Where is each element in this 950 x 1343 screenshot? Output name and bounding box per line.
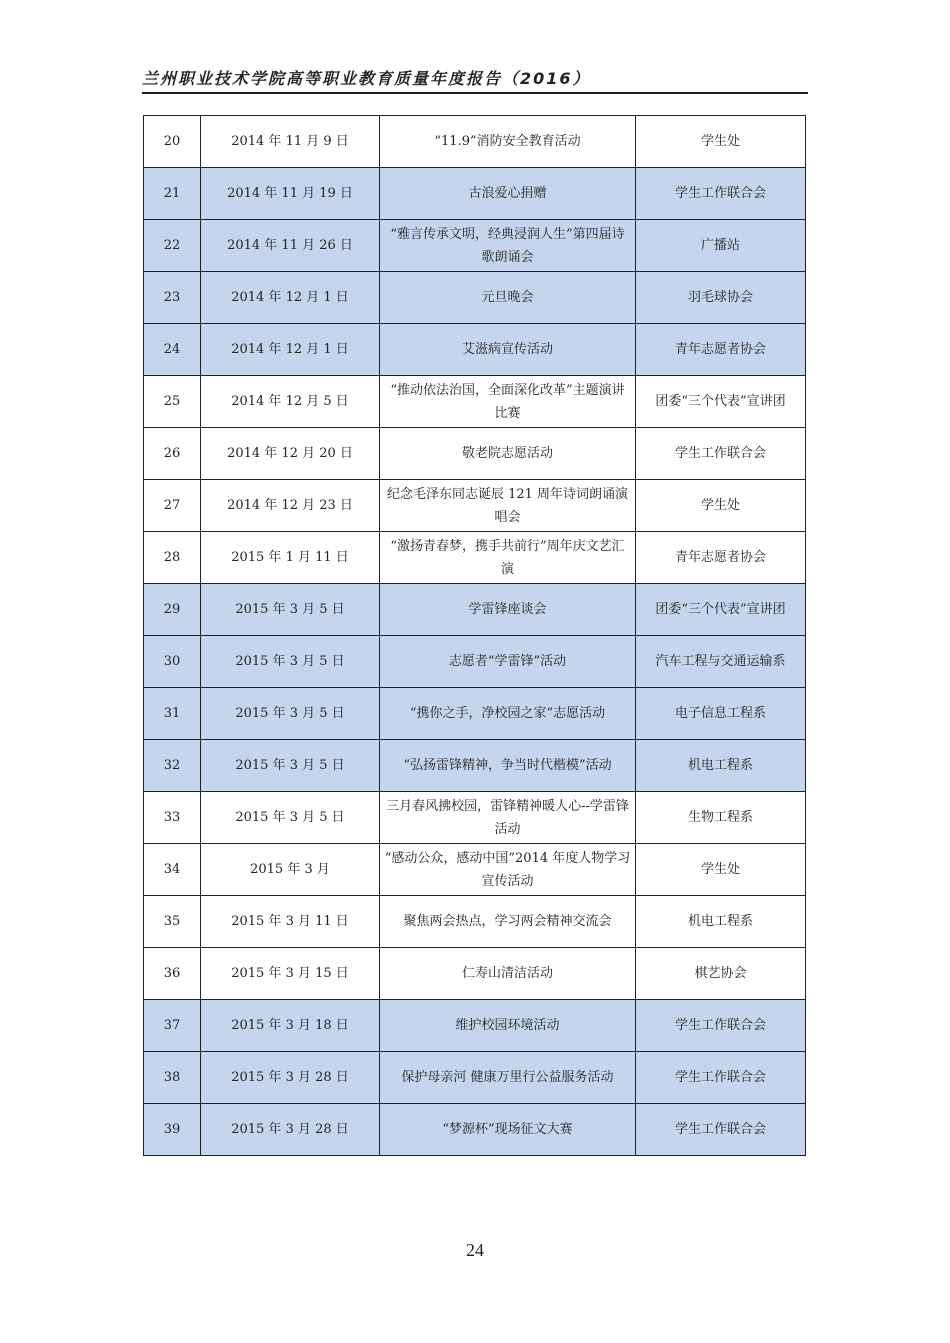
row-number-cell: 22 xyxy=(144,220,201,272)
date-cell: 2015 年 3 月 xyxy=(201,844,380,896)
table-row xyxy=(144,428,806,480)
date-cell: 2015 年 3 月 11 日 xyxy=(201,896,380,948)
row-number-cell: 39 xyxy=(144,1104,201,1156)
table-row xyxy=(144,896,806,948)
date-cell: 2014 年 11 月 9 日 xyxy=(201,116,380,168)
row-number-cell: 31 xyxy=(144,688,201,740)
header-rule xyxy=(142,92,808,94)
table-row xyxy=(144,376,806,428)
date-cell: 2015 年 3 月 5 日 xyxy=(201,584,380,636)
table-row xyxy=(144,636,806,688)
organizer-cell: 青年志愿者协会 xyxy=(636,532,806,584)
date-cell: 2015 年 3 月 5 日 xyxy=(201,740,380,792)
event-cell: “感动公众，感动中国”2014 年度人物学习宣传活动 xyxy=(380,844,636,896)
row-number-cell: 32 xyxy=(144,740,201,792)
table-row xyxy=(144,1052,806,1104)
page-header-title: 兰州职业技术学院高等职业教育质量年度报告（2016） xyxy=(142,69,591,88)
organizer-cell: 青年志愿者协会 xyxy=(636,324,806,376)
event-cell: “11.9”消防安全教育活动 xyxy=(380,116,636,168)
organizer-cell: 学生工作联合会 xyxy=(636,428,806,480)
row-number-cell: 28 xyxy=(144,532,201,584)
table-row xyxy=(144,688,806,740)
events-table-body xyxy=(144,116,806,1156)
table-row xyxy=(144,220,806,272)
date-cell: 2014 年 11 月 19 日 xyxy=(201,168,380,220)
date-cell: 2014 年 12 月 5 日 xyxy=(201,376,380,428)
date-cell: 2015 年 3 月 28 日 xyxy=(201,1052,380,1104)
event-cell: “梦源杯”现场征文大赛 xyxy=(380,1104,636,1156)
event-cell: 纪念毛泽东同志诞辰 121 周年诗词朗诵演唱会 xyxy=(380,480,636,532)
row-number-cell: 21 xyxy=(144,168,201,220)
event-cell: 元旦晚会 xyxy=(380,272,636,324)
row-number-cell: 27 xyxy=(144,480,201,532)
row-number-cell: 30 xyxy=(144,636,201,688)
organizer-cell: 团委“三个代表”宣讲团 xyxy=(636,584,806,636)
event-cell: “推动依法治国，全面深化改革”主题演讲比赛 xyxy=(380,376,636,428)
table-row xyxy=(144,272,806,324)
row-number-cell: 24 xyxy=(144,324,201,376)
organizer-cell: 棋艺协会 xyxy=(636,948,806,1000)
organizer-cell: 学生工作联合会 xyxy=(636,1052,806,1104)
date-cell: 2014 年 12 月 1 日 xyxy=(201,324,380,376)
date-cell: 2014 年 11 月 26 日 xyxy=(201,220,380,272)
table-row xyxy=(144,1000,806,1052)
date-cell: 2015 年 3 月 28 日 xyxy=(201,1104,380,1156)
organizer-cell: 羽毛球协会 xyxy=(636,272,806,324)
organizer-cell: 机电工程系 xyxy=(636,896,806,948)
organizer-cell: 生物工程系 xyxy=(636,792,806,844)
organizer-cell: 学生工作联合会 xyxy=(636,1104,806,1156)
event-cell: “雅言传承文明，经典浸润人生”第四届诗歌朗诵会 xyxy=(380,220,636,272)
event-cell: “弘扬雷锋精神，争当时代楷模”活动 xyxy=(380,740,636,792)
row-number-cell: 35 xyxy=(144,896,201,948)
date-cell: 2015 年 1 月 11 日 xyxy=(201,532,380,584)
date-cell: 2015 年 3 月 15 日 xyxy=(201,948,380,1000)
table-row xyxy=(144,116,806,168)
row-number-cell: 37 xyxy=(144,1000,201,1052)
organizer-cell: 学生工作联合会 xyxy=(636,1000,806,1052)
row-number-cell: 25 xyxy=(144,376,201,428)
date-cell: 2014 年 12 月 1 日 xyxy=(201,272,380,324)
event-cell: 聚焦两会热点，学习两会精神交流会 xyxy=(380,896,636,948)
organizer-cell: 机电工程系 xyxy=(636,740,806,792)
organizer-cell: 汽车工程与交通运输系 xyxy=(636,636,806,688)
organizer-cell: 广播站 xyxy=(636,220,806,272)
table-row xyxy=(144,1104,806,1156)
table-row xyxy=(144,324,806,376)
organizer-cell: 学生处 xyxy=(636,480,806,532)
event-cell: 志愿者“学雷锋”活动 xyxy=(380,636,636,688)
event-cell: 维护校园环境活动 xyxy=(380,1000,636,1052)
date-cell: 2015 年 3 月 5 日 xyxy=(201,636,380,688)
event-cell: “激扬青春梦，携手共前行”周年庆文艺汇演 xyxy=(380,532,636,584)
row-number-cell: 20 xyxy=(144,116,201,168)
row-number-cell: 26 xyxy=(144,428,201,480)
event-cell: 三月春风拂校园，雷锋精神暖人心--学雷锋活动 xyxy=(380,792,636,844)
table-row xyxy=(144,844,806,896)
table-row xyxy=(144,792,806,844)
date-cell: 2014 年 12 月 20 日 xyxy=(201,428,380,480)
table-row xyxy=(144,532,806,584)
table-row xyxy=(144,480,806,532)
event-cell: 仁寿山清洁活动 xyxy=(380,948,636,1000)
date-cell: 2014 年 12 月 23 日 xyxy=(201,480,380,532)
row-number-cell: 34 xyxy=(144,844,201,896)
event-cell: “携你之手，净校园之家”志愿活动 xyxy=(380,688,636,740)
organizer-cell: 学生处 xyxy=(636,116,806,168)
table-row xyxy=(144,740,806,792)
organizer-cell: 团委“三个代表”宣讲团 xyxy=(636,376,806,428)
table-row xyxy=(144,584,806,636)
row-number-cell: 36 xyxy=(144,948,201,1000)
event-cell: 敬老院志愿活动 xyxy=(380,428,636,480)
events-table xyxy=(143,115,806,1156)
event-cell: 艾滋病宣传活动 xyxy=(380,324,636,376)
event-cell: 学雷锋座谈会 xyxy=(380,584,636,636)
organizer-cell: 电子信息工程系 xyxy=(636,688,806,740)
table-row xyxy=(144,948,806,1000)
row-number-cell: 33 xyxy=(144,792,201,844)
page-number: 24 xyxy=(466,1240,484,1260)
organizer-cell: 学生工作联合会 xyxy=(636,168,806,220)
table-row xyxy=(144,168,806,220)
row-number-cell: 38 xyxy=(144,1052,201,1104)
row-number-cell: 29 xyxy=(144,584,201,636)
event-cell: 古浪爱心捐赠 xyxy=(380,168,636,220)
date-cell: 2015 年 3 月 5 日 xyxy=(201,792,380,844)
date-cell: 2015 年 3 月 5 日 xyxy=(201,688,380,740)
event-cell: 保护母亲河 健康万里行公益服务活动 xyxy=(380,1052,636,1104)
organizer-cell: 学生处 xyxy=(636,844,806,896)
date-cell: 2015 年 3 月 18 日 xyxy=(201,1000,380,1052)
row-number-cell: 23 xyxy=(144,272,201,324)
